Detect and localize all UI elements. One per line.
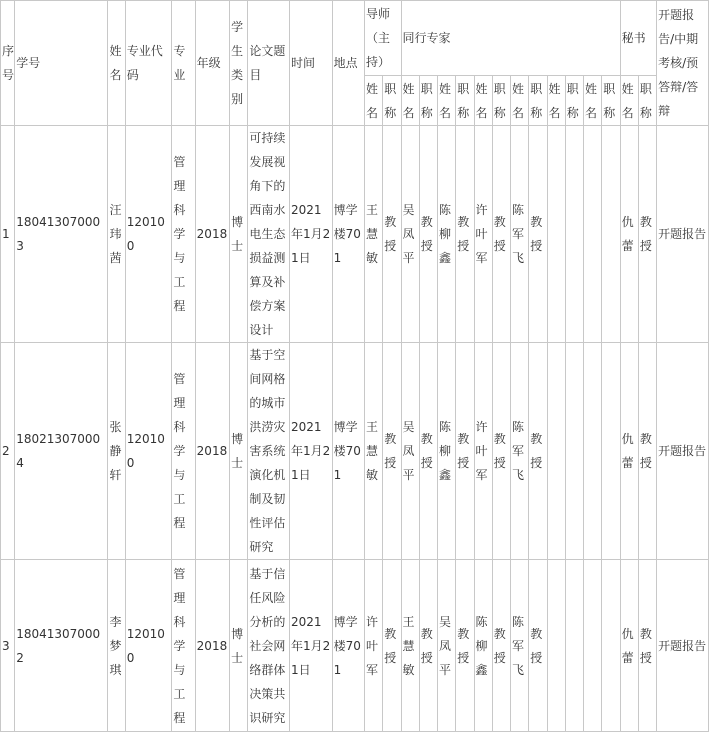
- cell-report-type: 开题报告: [657, 343, 709, 560]
- cell-time: 2021年1月21日: [289, 560, 332, 732]
- header-thesis-title: 论文题目: [248, 1, 290, 126]
- cell-expert-name: 陈军飞: [511, 560, 529, 732]
- cell-seq: 3: [1, 560, 15, 732]
- cell-expert-title: 教授: [419, 126, 437, 343]
- cell-expert-title: [565, 126, 583, 343]
- cell-expert-title: [565, 560, 583, 732]
- cell-major: 管理科学与工程: [172, 560, 195, 732]
- header-report-type: 开题报告/中期考核/预答辩/答辩: [657, 1, 709, 126]
- cell-expert-name: 陈军飞: [511, 343, 529, 560]
- header-major: 专业: [172, 1, 195, 126]
- cell-supervisor-title: 教授: [383, 560, 401, 732]
- cell-location: 博学楼701: [332, 343, 364, 560]
- cell-expert-name: [547, 126, 565, 343]
- cell-expert-title: [565, 343, 583, 560]
- cell-expert-name: 陈柳鑫: [438, 343, 456, 560]
- cell-expert-title: 教授: [456, 126, 474, 343]
- subheader-name: 姓名: [438, 76, 456, 126]
- cell-expert-title: 教授: [456, 343, 474, 560]
- header-student-type: 学生类别: [230, 1, 248, 126]
- cell-expert-name: [584, 126, 602, 343]
- cell-supervisor-title: 教授: [383, 126, 401, 343]
- cell-expert-name: 王慧敏: [401, 560, 419, 732]
- cell-grade: 2018: [195, 126, 229, 343]
- subheader-title: 职称: [565, 76, 583, 126]
- subheader-name: 姓名: [547, 76, 565, 126]
- cell-expert-name: 吴凤平: [401, 126, 419, 343]
- cell-major-code: 120100: [125, 126, 172, 343]
- cell-expert-name: [547, 560, 565, 732]
- cell-expert-title: [602, 560, 620, 732]
- header-seq: 序号: [1, 1, 15, 126]
- cell-expert-name: [584, 560, 602, 732]
- cell-expert-title: 教授: [492, 126, 510, 343]
- header-major-code: 专业代码: [125, 1, 172, 126]
- subheader-title: 职称: [456, 76, 474, 126]
- cell-location: 博学楼701: [332, 560, 364, 732]
- cell-student-type: 博士: [230, 343, 248, 560]
- cell-major-code: 120100: [125, 560, 172, 732]
- cell-major-code: 120100: [125, 343, 172, 560]
- cell-expert-name: 陈柳鑫: [438, 126, 456, 343]
- cell-supervisor-title: 教授: [383, 343, 401, 560]
- subheader-name: 姓名: [365, 76, 383, 126]
- cell-student-type: 博士: [230, 126, 248, 343]
- cell-expert-title: [602, 126, 620, 343]
- cell-expert-name: 许叶军: [474, 126, 492, 343]
- cell-expert-title: 教授: [529, 560, 547, 732]
- subheader-name: 姓名: [401, 76, 419, 126]
- header-peer-experts: 同行专家: [401, 1, 620, 76]
- cell-expert-name: 吴凤平: [401, 343, 419, 560]
- cell-expert-title: 教授: [492, 343, 510, 560]
- cell-student-id: 180413070003: [15, 126, 108, 343]
- cell-report-type: 开题报告: [657, 560, 709, 732]
- cell-expert-title: 教授: [456, 560, 474, 732]
- header-supervisor: 导师（主持）: [365, 1, 402, 76]
- cell-name: 汪玮茜: [108, 126, 125, 343]
- header-name: 姓名: [108, 1, 125, 126]
- cell-time: 2021年1月21日: [289, 343, 332, 560]
- cell-seq: 1: [1, 126, 15, 343]
- subheader-title: 职称: [602, 76, 620, 126]
- header-time: 时间: [289, 1, 332, 126]
- cell-expert-title: 教授: [529, 343, 547, 560]
- subheader-name: 姓名: [620, 76, 638, 126]
- cell-expert-title: 教授: [419, 343, 437, 560]
- cell-student-id: 180213070004: [15, 343, 108, 560]
- cell-secretary-title: 教授: [638, 126, 656, 343]
- cell-seq: 2: [1, 343, 15, 560]
- cell-major: 管理科学与工程: [172, 343, 195, 560]
- table-row: [1, 343, 709, 560]
- cell-thesis-title: 基于信任风险分析的社会网络群体决策共识研究: [248, 560, 290, 732]
- cell-grade: 2018: [195, 343, 229, 560]
- subheader-title: 职称: [492, 76, 510, 126]
- header-student-id: 学号: [15, 1, 108, 126]
- cell-name: 李梦琪: [108, 560, 125, 732]
- cell-major: 管理科学与工程: [172, 126, 195, 343]
- cell-expert-title: [602, 343, 620, 560]
- cell-expert-name: 陈军飞: [511, 126, 529, 343]
- cell-report-type: 开题报告: [657, 126, 709, 343]
- cell-supervisor-name: 王慧敏: [365, 126, 383, 343]
- cell-thesis-title: 可持续发展视角下的西南水电生态损益测算及补偿方案设计: [248, 126, 290, 343]
- subheader-title: 职称: [529, 76, 547, 126]
- cell-student-id: 180413070002: [15, 560, 108, 732]
- subheader-title: 职称: [638, 76, 656, 126]
- cell-expert-name: 吴凤平: [438, 560, 456, 732]
- cell-grade: 2018: [195, 560, 229, 732]
- cell-name: 张静轩: [108, 343, 125, 560]
- cell-supervisor-name: 王慧敏: [365, 343, 383, 560]
- cell-secretary-title: 教授: [638, 343, 656, 560]
- cell-time: 2021年1月21日: [289, 126, 332, 343]
- subheader-name: 姓名: [511, 76, 529, 126]
- subheader-name: 姓名: [474, 76, 492, 126]
- cell-expert-name: [547, 343, 565, 560]
- cell-secretary-title: 教授: [638, 560, 656, 732]
- table-row: [1, 126, 709, 343]
- subheader-name: 姓名: [584, 76, 602, 126]
- cell-expert-title: 教授: [492, 560, 510, 732]
- cell-secretary-name: 仇蕾: [620, 126, 638, 343]
- cell-expert-name: 陈柳鑫: [474, 560, 492, 732]
- cell-secretary-name: 仇蕾: [620, 343, 638, 560]
- cell-thesis-title: 基于空间网格的城市洪涝灾害系统演化机制及韧性评估研究: [248, 343, 290, 560]
- subheader-title: 职称: [419, 76, 437, 126]
- cell-supervisor-name: 许叶军: [365, 560, 383, 732]
- subheader-title: 职称: [383, 76, 401, 126]
- cell-secretary-name: 仇蕾: [620, 560, 638, 732]
- cell-expert-title: 教授: [419, 560, 437, 732]
- cell-student-type: 博士: [230, 560, 248, 732]
- header-grade: 年级: [195, 1, 229, 126]
- cell-location: 博学楼701: [332, 126, 364, 343]
- cell-expert-title: 教授: [529, 126, 547, 343]
- table-row: [1, 560, 709, 732]
- cell-expert-name: 许叶军: [474, 343, 492, 560]
- header-location: 地点: [332, 1, 364, 126]
- header-secretary: 秘书: [620, 1, 657, 76]
- cell-expert-name: [584, 343, 602, 560]
